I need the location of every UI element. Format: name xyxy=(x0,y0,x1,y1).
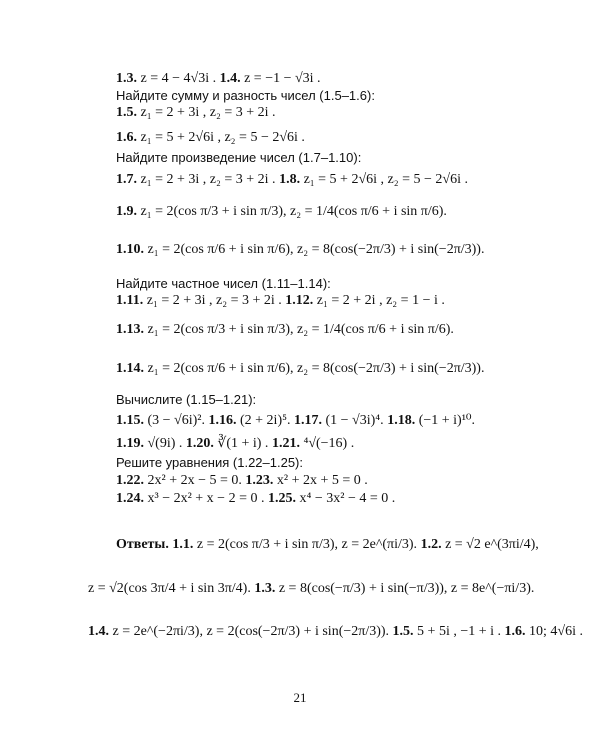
exercise-1-3-1-4: 1.3. z = 4 − 4√3i . 1.4. z = −1 − √3i . xyxy=(116,71,321,86)
answers-line-3: 1.4. z = 2e^(−2πi/3), z = 2(cos(−2π/3) + i sin(−2π/3)). 1.5. 5 + 5i , −1 + i . 1.6. 10; 4√6i . xyxy=(88,624,583,639)
page-number: 21 xyxy=(293,690,307,705)
exercise-1-19-1-21: 1.19. √(9i) . 1.20. ∛(1 + i) . 1.21. ⁴√(−16) . xyxy=(116,436,355,451)
heading-product: Найдите произведение чисел (1.7–1.10): xyxy=(116,150,362,165)
exercise-1-5: 1.5. z₁ = 2 + 3i , z₂ = 3 + 2i . xyxy=(116,105,276,120)
exercise-1-24-1-25: 1.24. x³ − 2x² + x − 2 = 0 . 1.25. x⁴ − 3x² − 4 = 0 . xyxy=(116,491,396,506)
answers-line-1: Ответы. 1.1. z = 2(cos π/3 + i sin π/3), z = 2e^(πi/3). 1.2. z = √2 e^(3πi/4), xyxy=(116,537,539,552)
exercise-1-10: 1.10. z₁ = 2(cos π/6 + i sin π/6), z₂ = 8(cos(−2π/3) + i sin(−2π/3)). xyxy=(116,242,485,257)
exercise-1-14: 1.14. z₁ = 2(cos π/6 + i sin π/6), z₂ = 8(cos(−2π/3) + i sin(−2π/3)). xyxy=(116,361,485,376)
answers-line-2: z = √2(cos 3π/4 + i sin 3π/4). 1.3. z = 8(cos(−π/3) + i sin(−π/3)), z = 8e^(−πi/3). xyxy=(88,581,535,596)
exercise-1-6: 1.6. z₁ = 5 + 2√6i , z₂ = 5 − 2√6i . xyxy=(116,130,305,145)
exercise-1-15-1-18: 1.15. (3 − √6i)². 1.16. (2 + 2i)⁵. 1.17. (1 − √3i)⁴. 1.18. (−1 + i)¹⁰. xyxy=(116,413,476,428)
exercise-1-13: 1.13. z₁ = 2(cos π/3 + i sin π/3), z₂ = 1/4(cos π/6 + i sin π/6). xyxy=(116,322,454,337)
exercise-1-7-1-8: 1.7. z₁ = 2 + 3i , z₂ = 3 + 2i . 1.8. z₁ = 5 + 2√6i , z₂ = 5 − 2√6i . xyxy=(116,172,468,187)
heading-equations: Решите уравнения (1.22–1.25): xyxy=(116,455,303,470)
heading-sum-difference: Найдите сумму и разность чисел (1.5–1.6): xyxy=(116,88,375,103)
exercise-1-9: 1.9. z₁ = 2(cos π/3 + i sin π/3), z₂ = 1/4(cos π/6 + i sin π/6). xyxy=(116,204,447,219)
heading-quotient: Найдите частное чисел (1.11–1.14): xyxy=(116,276,331,291)
exercise-1-11-1-12: 1.11. z₁ = 2 + 3i , z₂ = 3 + 2i . 1.12. z₁ = 2 + 2i , z₂ = 1 − i . xyxy=(116,293,445,308)
exercise-1-22-1-23: 1.22. 2x² + 2x − 5 = 0. 1.23. x² + 2x + 5 = 0 . xyxy=(116,473,368,488)
heading-compute: Вычислите (1.15–1.21): xyxy=(116,392,257,407)
